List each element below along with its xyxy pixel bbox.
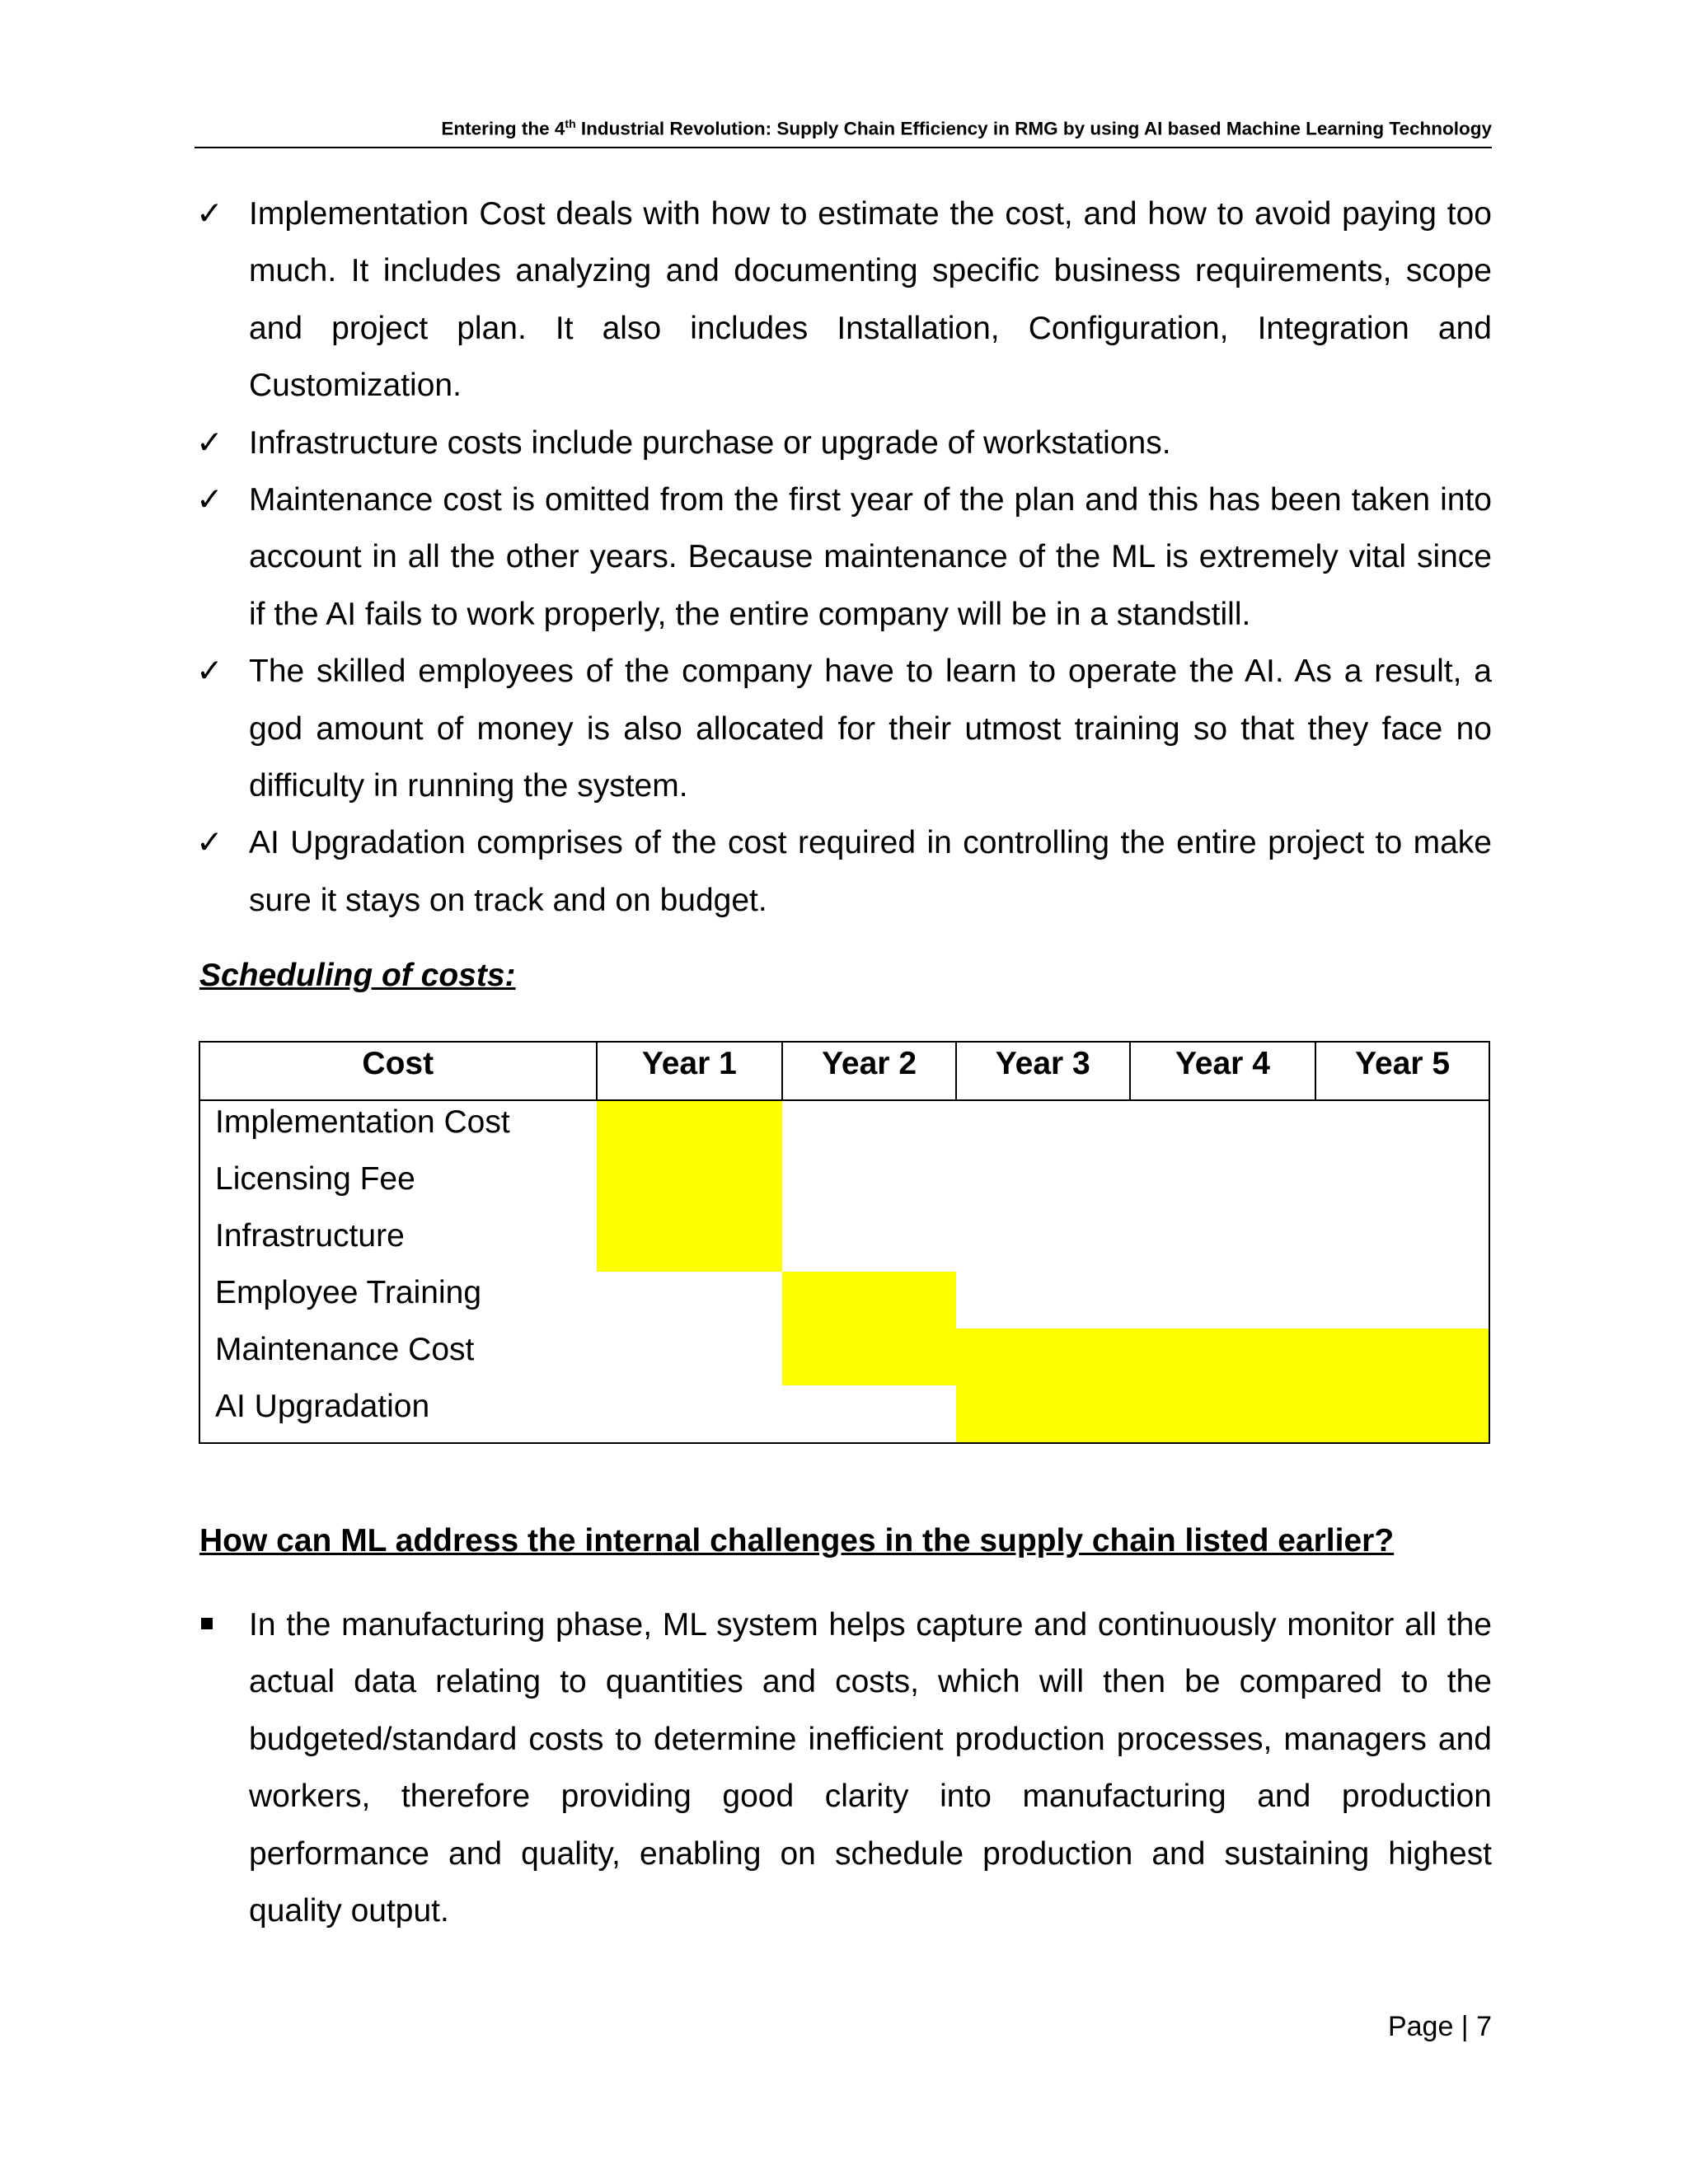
bullet-text: The skilled employees of the company have to learn to operate the AI. As a result, a god amount of money is also allocated for their utmost training so that they face no difficulty in running the system.	[249, 654, 1492, 804]
year-5-cell	[1315, 1385, 1489, 1443]
cost-label-cell: Implementation Cost	[199, 1100, 597, 1158]
check-icon: ✓	[196, 654, 223, 690]
year-1-cell	[597, 1100, 783, 1158]
header-year-5: Year 5	[1315, 1042, 1489, 1100]
year-4-cell	[1130, 1329, 1316, 1385]
year-2-cell	[782, 1385, 956, 1443]
cost-label-cell: Employee Training	[199, 1272, 597, 1329]
table-row	[199, 1100, 1489, 1158]
table-row	[199, 1272, 1489, 1329]
bullet-text: Infrastructure costs include purchase or upgrade of workstations.	[249, 424, 1171, 461]
year-3-cell	[956, 1329, 1130, 1385]
year-3-cell	[956, 1385, 1130, 1443]
year-4-cell	[1130, 1158, 1316, 1215]
cost-label-cell: Licensing Fee	[199, 1158, 597, 1215]
year-1-cell	[597, 1385, 783, 1443]
list-item	[196, 643, 1492, 814]
cost-label-cell: Infrastructure	[199, 1215, 597, 1272]
bullet-text: AI Upgradation comprises of the cost required in controlling the entire project to make sure it stays on track and on budget.	[249, 825, 1492, 918]
bullet-text: Implementation Cost deals with how to estimate the cost, and how to avoid paying too much. It includes analyzing and documenting specific business requirements, scope and project plan. It also includes Installation, Configuration, Integration and Customization.	[249, 196, 1492, 404]
year-4-cell	[1130, 1272, 1316, 1329]
list-item	[196, 814, 1492, 929]
table-header-row	[199, 1042, 1489, 1100]
year-4-cell	[1130, 1100, 1316, 1158]
check-icon: ✓	[196, 424, 223, 461]
square-bullet-icon	[201, 1618, 213, 1629]
ml-bullet-list	[196, 1596, 1492, 1939]
year-2-cell	[782, 1215, 956, 1272]
scheduling-heading: Scheduling of costs:	[199, 958, 516, 993]
table-row	[199, 1215, 1489, 1272]
cost-label-cell: AI Upgradation	[199, 1385, 597, 1443]
table-row	[199, 1158, 1489, 1215]
year-5-cell	[1315, 1329, 1489, 1385]
header-year-3: Year 3	[956, 1042, 1130, 1100]
year-5-cell	[1315, 1158, 1489, 1215]
check-icon: ✓	[196, 482, 223, 518]
year-1-cell	[597, 1272, 783, 1329]
list-item	[196, 471, 1492, 643]
year-4-cell	[1130, 1385, 1316, 1443]
year-3-cell	[956, 1215, 1130, 1272]
table-row	[199, 1329, 1489, 1385]
year-3-cell	[956, 1158, 1130, 1215]
year-3-cell	[956, 1272, 1130, 1329]
table-row	[199, 1385, 1489, 1443]
year-5-cell	[1315, 1100, 1489, 1158]
header-year-2: Year 2	[782, 1042, 956, 1100]
year-2-cell	[782, 1158, 956, 1215]
header-year-1: Year 1	[597, 1042, 783, 1100]
year-4-cell	[1130, 1215, 1316, 1272]
running-header	[195, 117, 1492, 148]
check-icon: ✓	[196, 825, 223, 861]
year-3-cell	[956, 1100, 1130, 1158]
year-2-cell	[782, 1100, 956, 1158]
list-item	[196, 1596, 1492, 1939]
cost-bullet-list	[196, 185, 1492, 929]
bullet-text: Maintenance cost is omitted from the first year of the plan and this has been taken into account in all the other years. Because maintenance of the ML is extremely vital since if the AI fails to work properly, the entire company will be in a standstill.	[249, 482, 1492, 632]
header-cost: Cost	[199, 1042, 597, 1100]
cost-schedule-table	[199, 1041, 1490, 1444]
header-text-before: Entering the 4	[441, 118, 565, 139]
year-2-cell	[782, 1272, 956, 1329]
year-2-cell	[782, 1329, 956, 1385]
ml-heading: How can ML address the internal challenges in the supply chain listed earlier?	[199, 1523, 1395, 1558]
year-1-cell	[597, 1158, 783, 1215]
header-sup: th	[565, 117, 576, 130]
header-text-after: Industrial Revolution: Supply Chain Efficiency in RMG by using AI based Machine Learning Technology	[575, 118, 1492, 139]
cost-label-cell: Maintenance Cost	[199, 1329, 597, 1385]
bullet-text: In the manufacturing phase, ML system helps capture and continuously monitor all the actual data relating to quantities and costs, which will then be compared to the budgeted/standard costs to determine inefficient production processes, managers and workers, therefore providing good clarity into manufacturing and production performance and quality, enabling on schedule production and sustaining highest quality output.	[249, 1607, 1492, 1929]
list-item	[196, 185, 1492, 415]
year-1-cell	[597, 1215, 783, 1272]
page-number: Page | 7	[1387, 2011, 1492, 2042]
year-5-cell	[1315, 1215, 1489, 1272]
year-5-cell	[1315, 1272, 1489, 1329]
header-year-4: Year 4	[1130, 1042, 1316, 1100]
list-item	[196, 415, 1492, 471]
year-1-cell	[597, 1329, 783, 1385]
check-icon: ✓	[196, 196, 223, 232]
